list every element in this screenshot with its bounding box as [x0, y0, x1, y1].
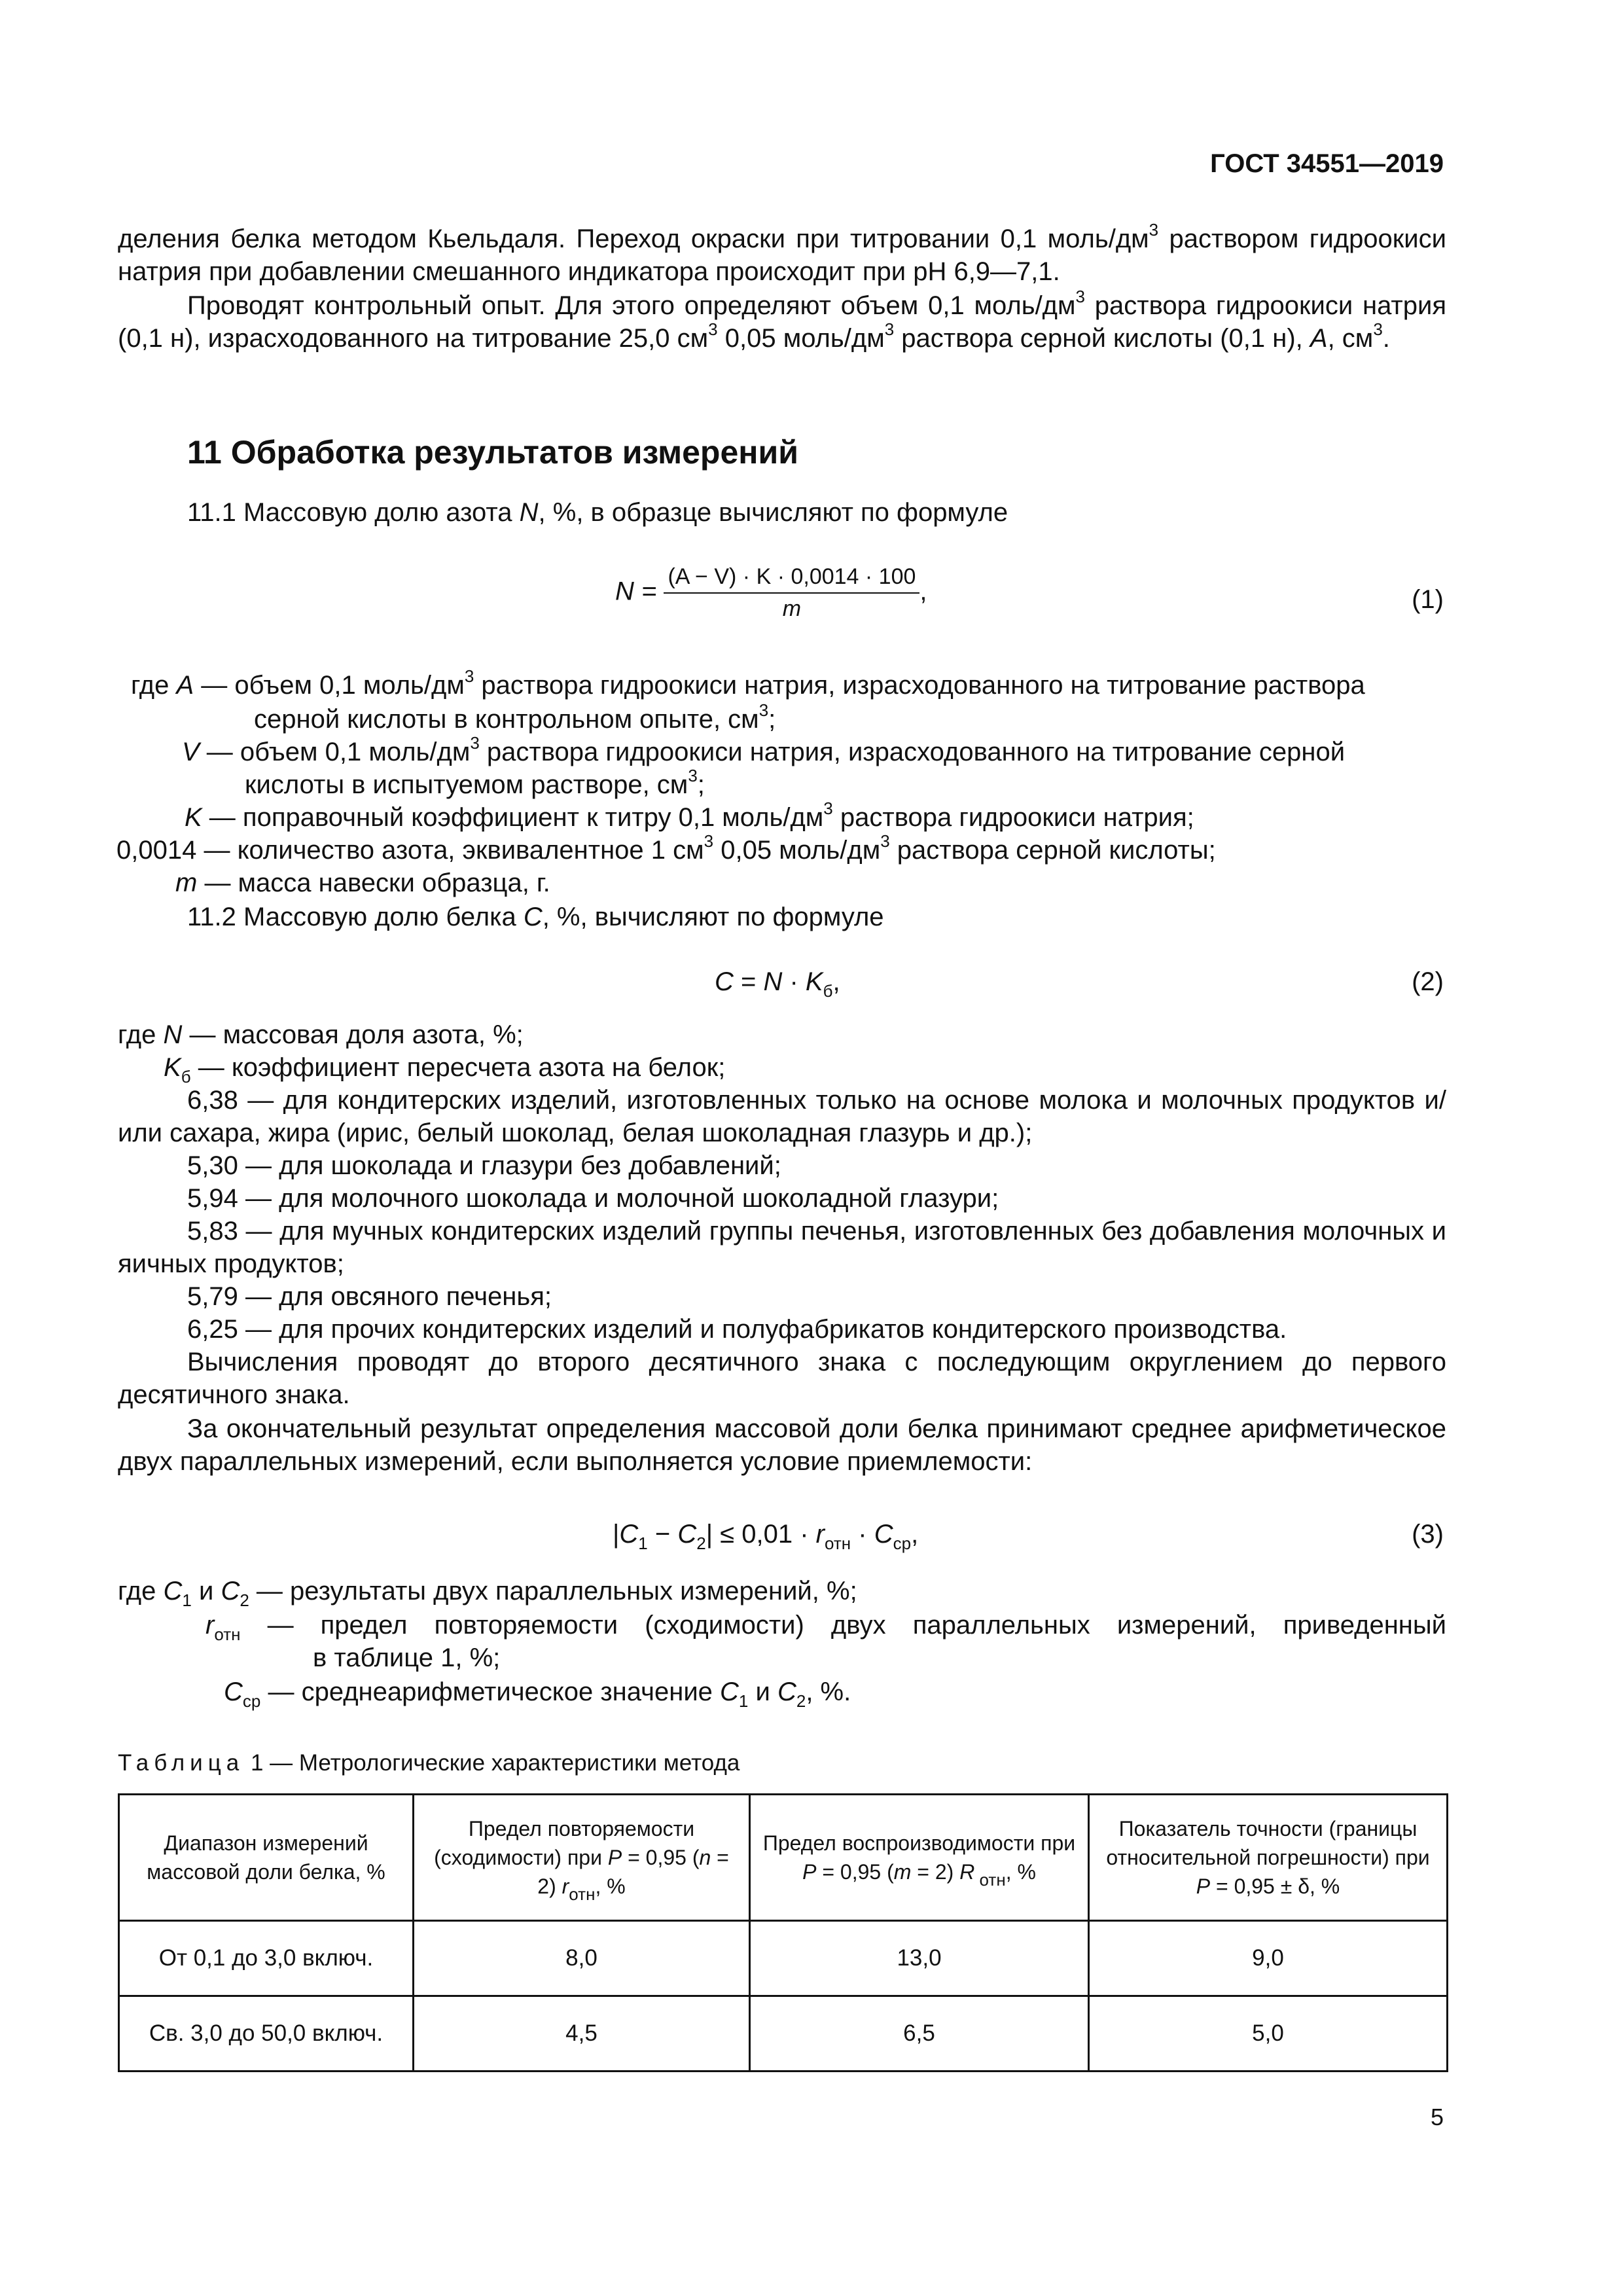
- formula-2-number: (2): [1412, 967, 1444, 996]
- def-c1-c2: где $C_1$ и $C_2$ — результаты двух параллельных измерений, %;: [118, 1577, 857, 1610]
- def-530: 5,30 — для шоколада и глазури без добавлений;: [187, 1151, 781, 1180]
- table-caption: Таблица 1 — Метрологические характеристики метода: [118, 1750, 740, 1776]
- formula-1-fraction: $\frac{(A - V) \cdot K \cdot 0,0014 \cdot 100}{m}$: [664, 564, 919, 622]
- header-accuracy: Показатель точности (границы относительной погрешности) при P = 0,95 ± δ, %: [1089, 1795, 1448, 1921]
- formula-1: N = $\frac{(A - V) \cdot K \cdot 0,0014 \cdot 100}{m}$ ,: [615, 564, 927, 621]
- def-583: 5,83 — для мучных кондитерских изделий группы печенья, изготовленных без добавления молочных и яичных продуктов;: [118, 1217, 1446, 1278]
- calculation-note: Вычисления проводят до второго десятичного знака с последующим округлением до первого десятичного знака.: [118, 1348, 1446, 1409]
- table-cell: 9,0: [1089, 1921, 1448, 1996]
- table-cell: Св. 3,0 до 50,0 включ.: [119, 1996, 414, 2072]
- intro-paragraph-2: Проводят контрольный опыт. Для этого определяют объем 0,1 моль/$дм^3$ раствора гидроокиси натрия (0,1 н), израсходованного на титрование 25,0 $см^3$ 0,05 моль/$дм^3$ раствора серной кислоты (0,1 н), A, $см^3$.: [118, 287, 1447, 353]
- def-kb: $K_б$ — коэффициент пересчета азота на белок;: [164, 1053, 726, 1086]
- table-cell: 6,5: [750, 1996, 1089, 2072]
- header-range: Диапазон измерений массовой доли белка, %: [119, 1795, 414, 1921]
- def-k: K — поправочный коэффициент к титру 0,1 моль/$дм^3$ раствора гидроокиси натрия;: [185, 798, 1194, 832]
- clause-11-2: 11.2 Массовую долю белка C, %, вычисляют по формуле: [187, 903, 884, 931]
- formula-2: $C = N \cdot K_б$,: [715, 967, 840, 1001]
- document-code: ГОСТ 34551—2019: [1210, 149, 1444, 178]
- header-repeatability: Предел повторяемости (сходимости) при P = 0,95 (n = 2) $r_{отн}$, %: [414, 1795, 750, 1921]
- def-v-cont: кислоты в испытуемом растворе, $см^3$;: [245, 766, 705, 799]
- def-0014: 0,0014 — количество азота, эквивалентное 1 $см^3$ 0,05 моль/$дм^3$ раствора серной кислоты;: [116, 831, 1216, 865]
- table-cell: 4,5: [414, 1996, 750, 2072]
- table-cell: От 0,1 до 3,0 включ.: [119, 1921, 414, 1996]
- page-number: 5: [1430, 2104, 1444, 2130]
- formula-1-number: (1): [1412, 585, 1444, 614]
- def-cav: $C_{ср}$ — среднеарифметическое значение $C_1$ и $C_2$, %.: [224, 1677, 851, 1711]
- intro-paragraph-1: деления белка методом Кьельдаля. Переход окраски при титровании 0,1 моль/$дм^3$ раствором гидроокиси натрия при добавлении смешанного индикатора происходит при pH 6,9—7,1.: [118, 220, 1446, 286]
- def-594: 5,94 — для молочного шоколада и молочной шоколадной глазури;: [187, 1184, 999, 1213]
- def-579: 5,79 — для овсяного печенья;: [187, 1282, 552, 1311]
- table-row: [119, 1996, 1448, 2072]
- header-reproducibility: Предел воспроизводимости при P = 0,95 (m = 2) R $_{отн}$, %: [750, 1795, 1089, 1921]
- final-result-note: За окончательный результат определения массовой доли белка принимают среднее арифметическое двух параллельных измерений, если выполняется условие приемлемости:: [118, 1414, 1446, 1476]
- table-cell: 5,0: [1089, 1996, 1448, 2072]
- def-a: где A — объем 0,1 моль/$дм^3$ раствора гидроокиси натрия, израсходованного на титрование раствора: [131, 666, 1365, 700]
- table-header-row: [119, 1795, 1448, 1921]
- def-625: 6,25 — для прочих кондитерских изделий и полуфабрикатов кондитерского производства.: [187, 1315, 1287, 1344]
- section-title: 11 Обработка результатов измерений: [187, 434, 798, 471]
- table-cell: 13,0: [750, 1921, 1089, 1996]
- def-m: m — масса навески образца, г.: [175, 869, 550, 897]
- clause-11-1: 11.1 Массовую долю азота N, %, в образце вычисляют по формуле: [187, 498, 1008, 527]
- formula-3-number: (3): [1412, 1520, 1444, 1549]
- def-638: 6,38 — для кондитерских изделий, изготовленных только на основе молока и молочных продуктов и/или сахара, жира (ирис, белый шоколад, белая шоколадная глазурь и др.);: [118, 1086, 1446, 1147]
- def-r: $r_{отн}$ — предел повторяемости (сходимости) двух параллельных измерений, приведенный: [205, 1611, 1446, 1644]
- table-cell: 8,0: [414, 1921, 750, 1996]
- table-row: [119, 1921, 1448, 1996]
- def-v: V — объем 0,1 моль/$дм^3$ раствора гидроокиси натрия, израсходованного на титрование серной: [182, 733, 1346, 766]
- def-r-cont: в таблице 1, %;: [313, 1643, 501, 1672]
- def-a-cont: серной кислоты в контрольном опыте, $см^3$;: [254, 700, 776, 734]
- metrology-table: [118, 1793, 1448, 2072]
- formula-3: $|C_1 - C_2| \le 0,01 \cdot r_{отн} \cdot C_{ср}$,: [613, 1520, 919, 1553]
- def-n: где N — массовая доля азота, %;: [118, 1020, 524, 1049]
